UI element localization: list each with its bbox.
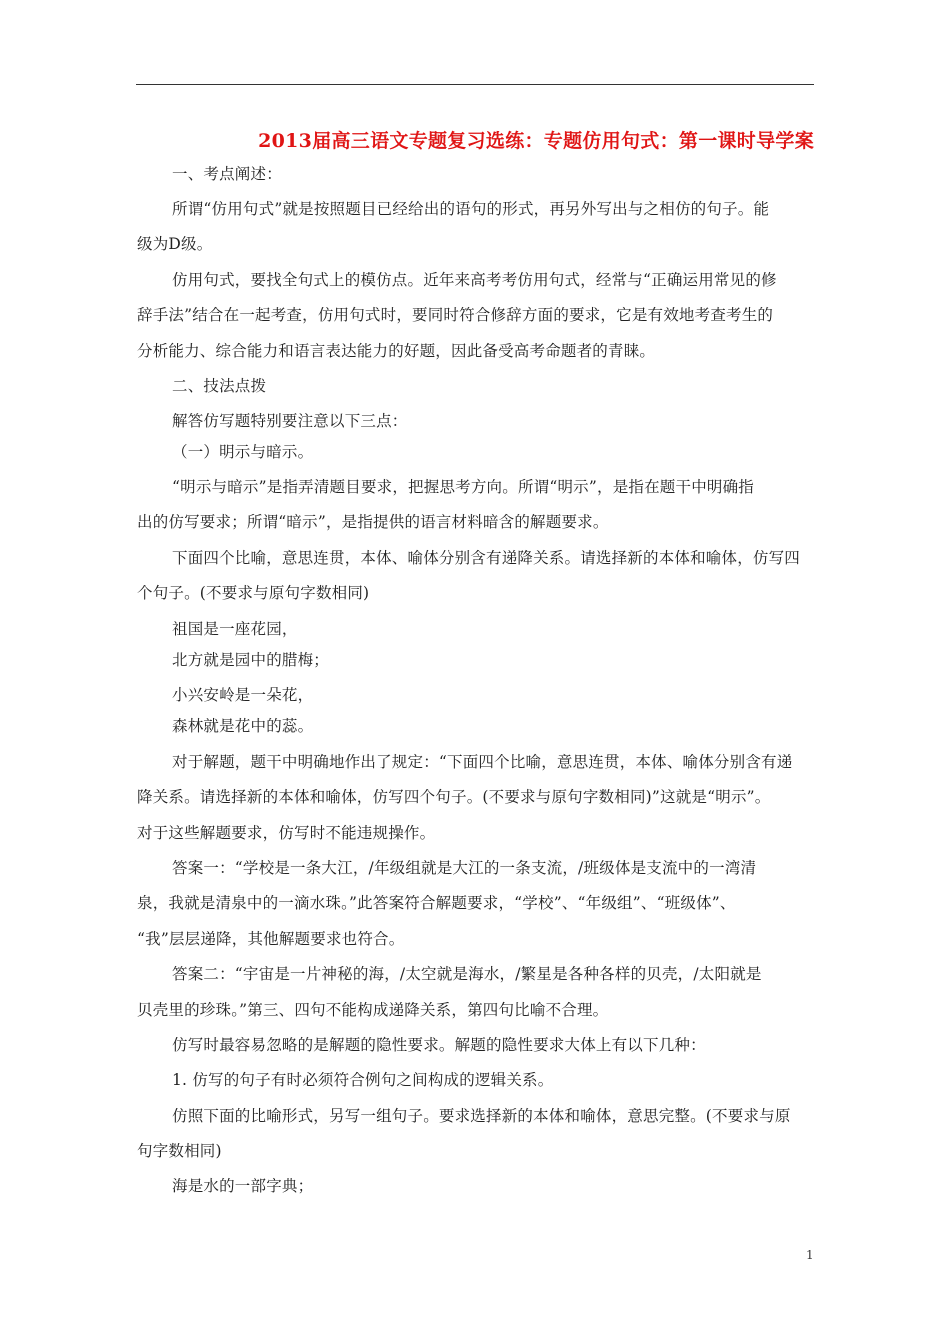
text-line: 泉，我就是清泉中的一滴水珠。”此答案符合解题要求，“学校”、“年级组”、“班级体”、 [137, 894, 736, 912]
page-number: 1 [806, 1248, 814, 1262]
text-line: 小兴安岭是一朵花， [172, 686, 314, 704]
text-line: 下面四个比喻，意思连贯，本体、喻体分别含有递降关系。请选择新的本体和喻体，仿写四 [172, 549, 801, 567]
text-line: 解答仿写题特别要注意以下三点： [172, 412, 408, 430]
text-line: 级为D级。 [137, 235, 213, 253]
text-line: 出的仿写要求；所谓“暗示”，是指提供的语言材料暗含的解题要求。 [137, 513, 609, 531]
text-line: 贝壳里的珍珠。”第三、四句不能构成递降关系，第四句比喻不合理。 [137, 1001, 609, 1019]
text-line: 个句子。(不要求与原句字数相同) [137, 584, 370, 602]
text-line: 仿用句式，要找全句式上的模仿点。近年来高考考仿用句式，经常与“正确运用常见的修 [172, 271, 777, 289]
text-line: 辞手法”结合在一起考查，仿用句式时，要同时符合修辞方面的要求，它是有效地考查考生的 [137, 306, 774, 324]
text-line: 答案一：“学校是一条大江，/年级组就是大江的一条支流，/班级体是支流中的一湾清 [172, 859, 757, 877]
text-line: 仿写时最容易忽略的是解题的隐性要求。解题的隐性要求大体上有以下几种： [172, 1036, 706, 1054]
document-title: 2013届高三语文专题复习选练：专题仿用句式：第一课时导学案 [258, 130, 814, 152]
text-line: 对于这些解题要求，仿写时不能违规操作。 [137, 824, 436, 842]
header-rule [136, 84, 814, 85]
text-line: 对于解题，题干中明确地作出了规定：“下面四个比喻，意思连贯，本体、喻体分别含有递 [172, 753, 793, 771]
text-line: 仿照下面的比喻形式，另写一组句子。要求选择新的本体和喻体，意思完整。(不要求与原 [172, 1107, 791, 1125]
text-line: 答案二：“宇宙是一片神秘的海，/太空就是海水，/繁星是各种各样的贝壳，/太阳就是 [172, 965, 762, 983]
text-line: （一）明示与暗示。 [172, 443, 314, 461]
text-line: 二、技法点拨 [172, 377, 267, 395]
text-line: 北方就是园中的腊梅； [172, 651, 330, 669]
text-line: 海是水的一部字典； [172, 1177, 314, 1195]
text-line: 一、考点阐述： [172, 165, 282, 183]
text-line: “我”层层递降，其他解题要求也符合。 [137, 930, 405, 948]
text-line: 分析能力、综合能力和语言表达能力的好题，因此备受高考命题者的青睐。 [137, 342, 656, 360]
text-line: 祖国是一座花园， [172, 620, 298, 638]
text-line: 降关系。请选择新的本体和喻体，仿写四个句子。(不要求与原句字数相同)”这就是“明示”。 [137, 788, 771, 806]
text-line: 森林就是花中的蕊。 [172, 717, 314, 735]
text-line: 句字数相同) [137, 1142, 222, 1160]
text-line: 1. 仿写的句子有时必须符合例句之间构成的逻辑关系。 [172, 1071, 554, 1089]
text-line: “明示与暗示”是指弄清题目要求，把握思考方向。所谓“明示”，是指在题干中明确指 [172, 478, 754, 496]
text-line: 所谓“仿用句式”就是按照题目已经给出的语句的形式，再另外写出与之相仿的句子。能 [172, 200, 770, 218]
